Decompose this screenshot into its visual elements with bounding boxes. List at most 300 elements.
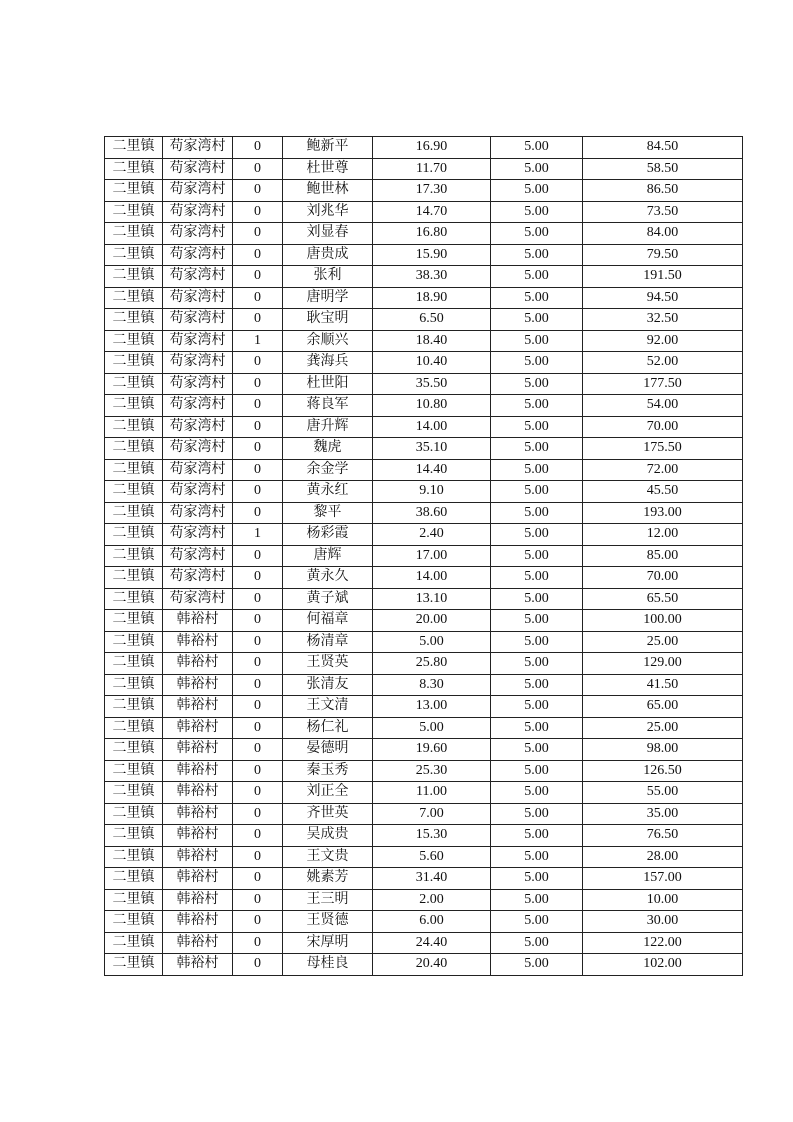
table-row [105, 137, 743, 159]
cell-unit-price: 5.00 [491, 330, 583, 352]
cell-quantity: 18.40 [373, 330, 491, 352]
cell-unit-price: 5.00 [491, 631, 583, 653]
cell-person-name: 鲍新平 [283, 137, 373, 159]
cell-person-name: 黄子斌 [283, 588, 373, 610]
cell-amount: 72.00 [583, 459, 743, 481]
cell-village: 苟家湾村 [163, 223, 233, 245]
cell-quantity: 16.90 [373, 137, 491, 159]
cell-amount: 84.00 [583, 223, 743, 245]
cell-town: 二里镇 [105, 889, 163, 911]
cell-unit-price: 5.00 [491, 653, 583, 675]
cell-town: 二里镇 [105, 330, 163, 352]
cell-quantity: 8.30 [373, 674, 491, 696]
cell-unit-price: 5.00 [491, 223, 583, 245]
cell-village: 苟家湾村 [163, 201, 233, 223]
cell-village: 韩裕村 [163, 696, 233, 718]
cell-unit-price: 5.00 [491, 266, 583, 288]
cell-unit-price: 5.00 [491, 739, 583, 761]
cell-quantity: 2.40 [373, 524, 491, 546]
cell-village: 韩裕村 [163, 868, 233, 890]
cell-amount: 177.50 [583, 373, 743, 395]
cell-village: 苟家湾村 [163, 352, 233, 374]
table-row [105, 524, 743, 546]
cell-flag: 1 [233, 524, 283, 546]
cell-flag: 0 [233, 481, 283, 503]
cell-quantity: 20.40 [373, 954, 491, 976]
cell-village: 韩裕村 [163, 932, 233, 954]
cell-unit-price: 5.00 [491, 674, 583, 696]
table-row [105, 223, 743, 245]
cell-person-name: 王三明 [283, 889, 373, 911]
cell-quantity: 5.00 [373, 717, 491, 739]
cell-village: 苟家湾村 [163, 309, 233, 331]
cell-village: 韩裕村 [163, 674, 233, 696]
cell-amount: 25.00 [583, 631, 743, 653]
cell-person-name: 王文清 [283, 696, 373, 718]
cell-town: 二里镇 [105, 545, 163, 567]
table-row [105, 803, 743, 825]
cell-flag: 1 [233, 330, 283, 352]
table-row [105, 846, 743, 868]
cell-flag: 0 [233, 846, 283, 868]
cell-amount: 122.00 [583, 932, 743, 954]
cell-quantity: 11.00 [373, 782, 491, 804]
table-row [105, 158, 743, 180]
cell-quantity: 13.00 [373, 696, 491, 718]
table-row [105, 545, 743, 567]
cell-quantity: 10.40 [373, 352, 491, 374]
cell-flag: 0 [233, 610, 283, 632]
cell-amount: 193.00 [583, 502, 743, 524]
cell-unit-price: 5.00 [491, 481, 583, 503]
cell-amount: 126.50 [583, 760, 743, 782]
table-row [105, 588, 743, 610]
cell-quantity: 6.50 [373, 309, 491, 331]
cell-town: 二里镇 [105, 588, 163, 610]
cell-amount: 76.50 [583, 825, 743, 847]
cell-village: 苟家湾村 [163, 545, 233, 567]
cell-flag: 0 [233, 287, 283, 309]
cell-town: 二里镇 [105, 287, 163, 309]
cell-village: 苟家湾村 [163, 588, 233, 610]
cell-unit-price: 5.00 [491, 416, 583, 438]
cell-town: 二里镇 [105, 954, 163, 976]
cell-village: 苟家湾村 [163, 459, 233, 481]
cell-flag: 0 [233, 352, 283, 374]
cell-person-name: 杨仁礼 [283, 717, 373, 739]
cell-quantity: 14.00 [373, 567, 491, 589]
cell-town: 二里镇 [105, 459, 163, 481]
cell-flag: 0 [233, 889, 283, 911]
cell-flag: 0 [233, 373, 283, 395]
table-row [105, 911, 743, 933]
cell-village: 苟家湾村 [163, 524, 233, 546]
cell-amount: 41.50 [583, 674, 743, 696]
cell-village: 韩裕村 [163, 717, 233, 739]
cell-town: 二里镇 [105, 158, 163, 180]
cell-amount: 94.50 [583, 287, 743, 309]
cell-quantity: 35.50 [373, 373, 491, 395]
table-row [105, 760, 743, 782]
cell-unit-price: 5.00 [491, 911, 583, 933]
cell-unit-price: 5.00 [491, 717, 583, 739]
cell-village: 韩裕村 [163, 911, 233, 933]
cell-village: 苟家湾村 [163, 373, 233, 395]
cell-town: 二里镇 [105, 760, 163, 782]
cell-person-name: 晏德明 [283, 739, 373, 761]
cell-amount: 98.00 [583, 739, 743, 761]
cell-person-name: 王贤德 [283, 911, 373, 933]
cell-quantity: 15.90 [373, 244, 491, 266]
cell-town: 二里镇 [105, 782, 163, 804]
table-row [105, 739, 743, 761]
cell-quantity: 9.10 [373, 481, 491, 503]
cell-village: 苟家湾村 [163, 416, 233, 438]
cell-person-name: 张清友 [283, 674, 373, 696]
cell-person-name: 余顺兴 [283, 330, 373, 352]
cell-person-name: 唐辉 [283, 545, 373, 567]
cell-flag: 0 [233, 567, 283, 589]
cell-flag: 0 [233, 244, 283, 266]
cell-unit-price: 5.00 [491, 352, 583, 374]
cell-village: 苟家湾村 [163, 438, 233, 460]
cell-village: 韩裕村 [163, 739, 233, 761]
cell-town: 二里镇 [105, 868, 163, 890]
cell-town: 二里镇 [105, 180, 163, 202]
cell-person-name: 刘正全 [283, 782, 373, 804]
table-row [105, 502, 743, 524]
cell-unit-price: 5.00 [491, 760, 583, 782]
cell-person-name: 齐世英 [283, 803, 373, 825]
cell-village: 苟家湾村 [163, 502, 233, 524]
table-row [105, 567, 743, 589]
table-row [105, 201, 743, 223]
cell-amount: 54.00 [583, 395, 743, 417]
cell-person-name: 杜世尊 [283, 158, 373, 180]
cell-quantity: 25.30 [373, 760, 491, 782]
cell-town: 二里镇 [105, 481, 163, 503]
cell-town: 二里镇 [105, 567, 163, 589]
cell-unit-price: 5.00 [491, 846, 583, 868]
cell-village: 韩裕村 [163, 954, 233, 976]
cell-unit-price: 5.00 [491, 588, 583, 610]
cell-amount: 100.00 [583, 610, 743, 632]
cell-flag: 0 [233, 223, 283, 245]
cell-unit-price: 5.00 [491, 180, 583, 202]
cell-person-name: 蒋良军 [283, 395, 373, 417]
cell-unit-price: 5.00 [491, 782, 583, 804]
cell-amount: 102.00 [583, 954, 743, 976]
cell-town: 二里镇 [105, 223, 163, 245]
cell-amount: 85.00 [583, 545, 743, 567]
cell-unit-price: 5.00 [491, 201, 583, 223]
cell-unit-price: 5.00 [491, 954, 583, 976]
cell-person-name: 黎平 [283, 502, 373, 524]
cell-unit-price: 5.00 [491, 825, 583, 847]
cell-flag: 0 [233, 137, 283, 159]
cell-person-name: 秦玉秀 [283, 760, 373, 782]
cell-flag: 0 [233, 180, 283, 202]
table-row [105, 395, 743, 417]
table-row [105, 954, 743, 976]
cell-amount: 70.00 [583, 567, 743, 589]
table-row [105, 631, 743, 653]
cell-flag: 0 [233, 932, 283, 954]
cell-town: 二里镇 [105, 502, 163, 524]
table-row [105, 266, 743, 288]
cell-unit-price: 5.00 [491, 696, 583, 718]
cell-unit-price: 5.00 [491, 803, 583, 825]
cell-person-name: 母桂良 [283, 954, 373, 976]
cell-town: 二里镇 [105, 416, 163, 438]
cell-quantity: 6.00 [373, 911, 491, 933]
cell-quantity: 24.40 [373, 932, 491, 954]
cell-person-name: 何福章 [283, 610, 373, 632]
cell-quantity: 20.00 [373, 610, 491, 632]
cell-quantity: 18.90 [373, 287, 491, 309]
cell-amount: 65.00 [583, 696, 743, 718]
table-row [105, 481, 743, 503]
cell-amount: 55.00 [583, 782, 743, 804]
table-row [105, 610, 743, 632]
cell-flag: 0 [233, 502, 283, 524]
table-row [105, 889, 743, 911]
table-row [105, 653, 743, 675]
cell-flag: 0 [233, 782, 283, 804]
cell-amount: 191.50 [583, 266, 743, 288]
cell-flag: 0 [233, 545, 283, 567]
cell-amount: 25.00 [583, 717, 743, 739]
cell-person-name: 龚海兵 [283, 352, 373, 374]
cell-quantity: 16.80 [373, 223, 491, 245]
cell-flag: 0 [233, 438, 283, 460]
cell-quantity: 25.80 [373, 653, 491, 675]
cell-person-name: 杜世阳 [283, 373, 373, 395]
cell-town: 二里镇 [105, 911, 163, 933]
cell-amount: 79.50 [583, 244, 743, 266]
table-row [105, 459, 743, 481]
cell-town: 二里镇 [105, 825, 163, 847]
cell-quantity: 14.40 [373, 459, 491, 481]
cell-amount: 52.00 [583, 352, 743, 374]
cell-unit-price: 5.00 [491, 524, 583, 546]
cell-person-name: 鲍世林 [283, 180, 373, 202]
cell-quantity: 31.40 [373, 868, 491, 890]
cell-person-name: 刘兆华 [283, 201, 373, 223]
cell-amount: 12.00 [583, 524, 743, 546]
cell-unit-price: 5.00 [491, 932, 583, 954]
cell-unit-price: 5.00 [491, 158, 583, 180]
cell-quantity: 10.80 [373, 395, 491, 417]
cell-amount: 10.00 [583, 889, 743, 911]
cell-flag: 0 [233, 717, 283, 739]
table-row [105, 868, 743, 890]
cell-quantity: 35.10 [373, 438, 491, 460]
cell-quantity: 17.00 [373, 545, 491, 567]
cell-flag: 0 [233, 739, 283, 761]
cell-amount: 73.50 [583, 201, 743, 223]
cell-amount: 28.00 [583, 846, 743, 868]
cell-person-name: 杨清章 [283, 631, 373, 653]
cell-person-name: 王贤英 [283, 653, 373, 675]
cell-quantity: 7.00 [373, 803, 491, 825]
cell-town: 二里镇 [105, 932, 163, 954]
cell-village: 苟家湾村 [163, 481, 233, 503]
cell-person-name: 魏虎 [283, 438, 373, 460]
cell-town: 二里镇 [105, 309, 163, 331]
cell-person-name: 姚素芳 [283, 868, 373, 890]
cell-amount: 32.50 [583, 309, 743, 331]
cell-village: 苟家湾村 [163, 395, 233, 417]
cell-flag: 0 [233, 760, 283, 782]
cell-amount: 86.50 [583, 180, 743, 202]
cell-town: 二里镇 [105, 373, 163, 395]
cell-quantity: 13.10 [373, 588, 491, 610]
cell-flag: 0 [233, 309, 283, 331]
cell-village: 韩裕村 [163, 653, 233, 675]
table-row [105, 674, 743, 696]
cell-amount: 45.50 [583, 481, 743, 503]
cell-village: 韩裕村 [163, 846, 233, 868]
cell-village: 韩裕村 [163, 782, 233, 804]
cell-town: 二里镇 [105, 137, 163, 159]
cell-unit-price: 5.00 [491, 137, 583, 159]
table-body [105, 137, 743, 976]
cell-town: 二里镇 [105, 610, 163, 632]
cell-unit-price: 5.00 [491, 244, 583, 266]
subsidy-table [104, 136, 743, 976]
cell-village: 苟家湾村 [163, 567, 233, 589]
cell-quantity: 38.60 [373, 502, 491, 524]
cell-village: 苟家湾村 [163, 330, 233, 352]
cell-amount: 65.50 [583, 588, 743, 610]
cell-town: 二里镇 [105, 696, 163, 718]
cell-person-name: 黄永久 [283, 567, 373, 589]
cell-amount: 30.00 [583, 911, 743, 933]
cell-person-name: 唐明学 [283, 287, 373, 309]
cell-town: 二里镇 [105, 846, 163, 868]
table-row [105, 416, 743, 438]
table-row [105, 373, 743, 395]
cell-flag: 0 [233, 868, 283, 890]
cell-flag: 0 [233, 416, 283, 438]
cell-village: 韩裕村 [163, 760, 233, 782]
cell-village: 苟家湾村 [163, 180, 233, 202]
cell-person-name: 宋厚明 [283, 932, 373, 954]
cell-quantity: 14.00 [373, 416, 491, 438]
table-row [105, 717, 743, 739]
cell-flag: 0 [233, 911, 283, 933]
cell-town: 二里镇 [105, 524, 163, 546]
cell-town: 二里镇 [105, 244, 163, 266]
cell-person-name: 唐升辉 [283, 416, 373, 438]
cell-village: 韩裕村 [163, 825, 233, 847]
cell-unit-price: 5.00 [491, 868, 583, 890]
table-row [105, 309, 743, 331]
cell-unit-price: 5.00 [491, 287, 583, 309]
cell-quantity: 11.70 [373, 158, 491, 180]
cell-person-name: 余金学 [283, 459, 373, 481]
cell-village: 韩裕村 [163, 631, 233, 653]
cell-amount: 58.50 [583, 158, 743, 180]
cell-village: 苟家湾村 [163, 244, 233, 266]
cell-town: 二里镇 [105, 266, 163, 288]
cell-town: 二里镇 [105, 631, 163, 653]
table-row [105, 330, 743, 352]
cell-flag: 0 [233, 954, 283, 976]
cell-unit-price: 5.00 [491, 610, 583, 632]
cell-person-name: 耿宝明 [283, 309, 373, 331]
cell-town: 二里镇 [105, 674, 163, 696]
cell-quantity: 5.60 [373, 846, 491, 868]
cell-town: 二里镇 [105, 803, 163, 825]
cell-unit-price: 5.00 [491, 567, 583, 589]
cell-village: 苟家湾村 [163, 266, 233, 288]
cell-amount: 92.00 [583, 330, 743, 352]
cell-village: 韩裕村 [163, 610, 233, 632]
cell-town: 二里镇 [105, 438, 163, 460]
cell-village: 韩裕村 [163, 803, 233, 825]
cell-unit-price: 5.00 [491, 309, 583, 331]
table-row [105, 287, 743, 309]
cell-town: 二里镇 [105, 653, 163, 675]
cell-quantity: 14.70 [373, 201, 491, 223]
cell-unit-price: 5.00 [491, 395, 583, 417]
cell-amount: 84.50 [583, 137, 743, 159]
cell-flag: 0 [233, 201, 283, 223]
cell-village: 苟家湾村 [163, 287, 233, 309]
cell-quantity: 38.30 [373, 266, 491, 288]
cell-amount: 129.00 [583, 653, 743, 675]
cell-flag: 0 [233, 459, 283, 481]
table-row [105, 696, 743, 718]
cell-person-name: 唐贵成 [283, 244, 373, 266]
cell-quantity: 5.00 [373, 631, 491, 653]
cell-unit-price: 5.00 [491, 438, 583, 460]
cell-town: 二里镇 [105, 739, 163, 761]
cell-flag: 0 [233, 588, 283, 610]
cell-flag: 0 [233, 631, 283, 653]
cell-flag: 0 [233, 825, 283, 847]
cell-flag: 0 [233, 803, 283, 825]
cell-person-name: 王文贵 [283, 846, 373, 868]
cell-town: 二里镇 [105, 717, 163, 739]
cell-unit-price: 5.00 [491, 889, 583, 911]
cell-unit-price: 5.00 [491, 459, 583, 481]
cell-unit-price: 5.00 [491, 502, 583, 524]
cell-amount: 175.50 [583, 438, 743, 460]
table-row [105, 244, 743, 266]
table-row [105, 438, 743, 460]
cell-flag: 0 [233, 696, 283, 718]
cell-unit-price: 5.00 [491, 373, 583, 395]
cell-person-name: 吴成贵 [283, 825, 373, 847]
cell-person-name: 张利 [283, 266, 373, 288]
table-row [105, 352, 743, 374]
cell-flag: 0 [233, 158, 283, 180]
cell-quantity: 19.60 [373, 739, 491, 761]
cell-quantity: 2.00 [373, 889, 491, 911]
cell-amount: 157.00 [583, 868, 743, 890]
cell-person-name: 刘显春 [283, 223, 373, 245]
cell-person-name: 黄永红 [283, 481, 373, 503]
cell-village: 苟家湾村 [163, 137, 233, 159]
cell-town: 二里镇 [105, 201, 163, 223]
cell-quantity: 15.30 [373, 825, 491, 847]
cell-amount: 70.00 [583, 416, 743, 438]
cell-flag: 0 [233, 653, 283, 675]
cell-town: 二里镇 [105, 352, 163, 374]
